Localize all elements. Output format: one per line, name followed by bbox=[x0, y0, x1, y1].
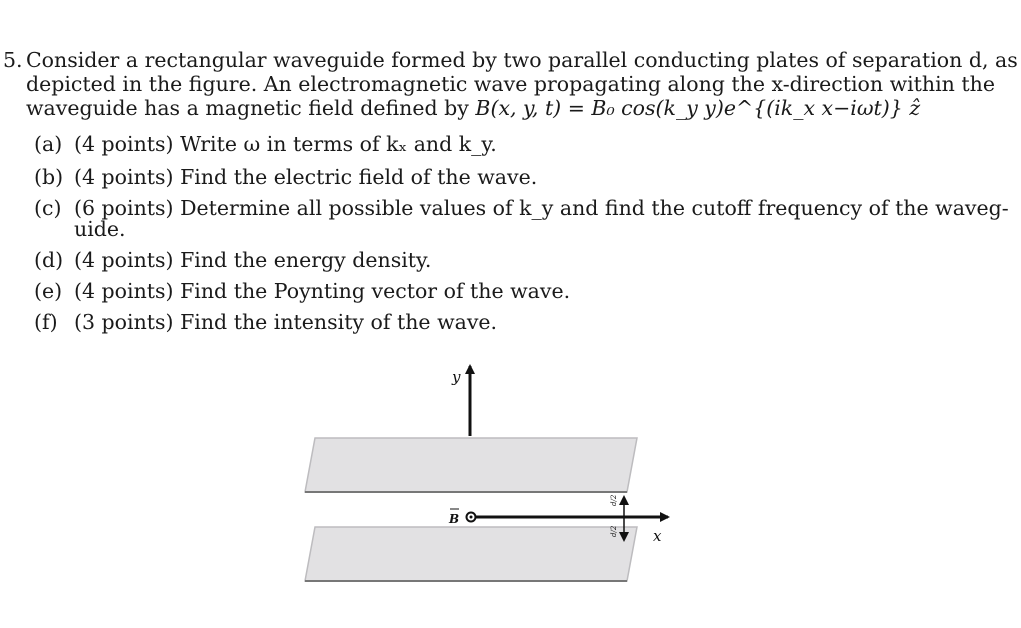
part-points: (6 points) bbox=[74, 196, 174, 220]
upper-half-label: d/2 bbox=[610, 494, 618, 506]
part-label: (c) bbox=[34, 196, 62, 220]
part-text: Find the energy density. bbox=[180, 248, 432, 272]
part-text: Find the electric field of the wave. bbox=[180, 165, 538, 189]
lower-half-label: d/2 bbox=[610, 525, 618, 537]
part-points: (4 points) bbox=[74, 248, 174, 272]
bottom-plate bbox=[305, 527, 637, 581]
part-label: (a) bbox=[34, 132, 63, 156]
problem-line-3-text: waveguide has a magnetic field defined by bbox=[26, 96, 469, 120]
problem-line-2: depicted in the figure. An electromagnetic wave propagating along the x-direction within the bbox=[26, 72, 995, 96]
part-text: Find the Poynting vector of the wave. bbox=[180, 279, 571, 303]
part-text: Write ω in terms of kₓ and k_y. bbox=[180, 132, 497, 156]
problem-line-1: Consider a rectangular waveguide formed by two parallel conducting plates of separation d, as bbox=[26, 48, 1018, 72]
part-points: (4 points) bbox=[74, 132, 174, 156]
part-points: (4 points) bbox=[74, 279, 174, 303]
part-label: (f) bbox=[34, 310, 58, 334]
part-text: Find the intensity of the wave. bbox=[180, 310, 498, 334]
field-label: B bbox=[449, 512, 460, 526]
magnetic-field-formula: B(x, y, t) = B₀ cos(k_y y)e^{(ik_x x−iωt)} ẑ bbox=[475, 96, 921, 120]
part-label: (b) bbox=[34, 165, 64, 189]
part-c-continuation: uide. bbox=[74, 217, 126, 241]
field-dot-center bbox=[470, 516, 473, 519]
part-points: (4 points) bbox=[74, 165, 174, 189]
problem-number: 5. bbox=[3, 48, 23, 72]
part-label: (d) bbox=[34, 248, 64, 272]
part-text: Determine all possible values of k_y and find the cutoff frequency of the waveg- bbox=[180, 196, 1009, 220]
y-axis-label: y bbox=[452, 368, 461, 386]
x-axis-label: x bbox=[653, 527, 662, 545]
part-points: (3 points) bbox=[74, 310, 174, 334]
part-label: (e) bbox=[34, 279, 63, 303]
top-plate bbox=[305, 438, 637, 492]
